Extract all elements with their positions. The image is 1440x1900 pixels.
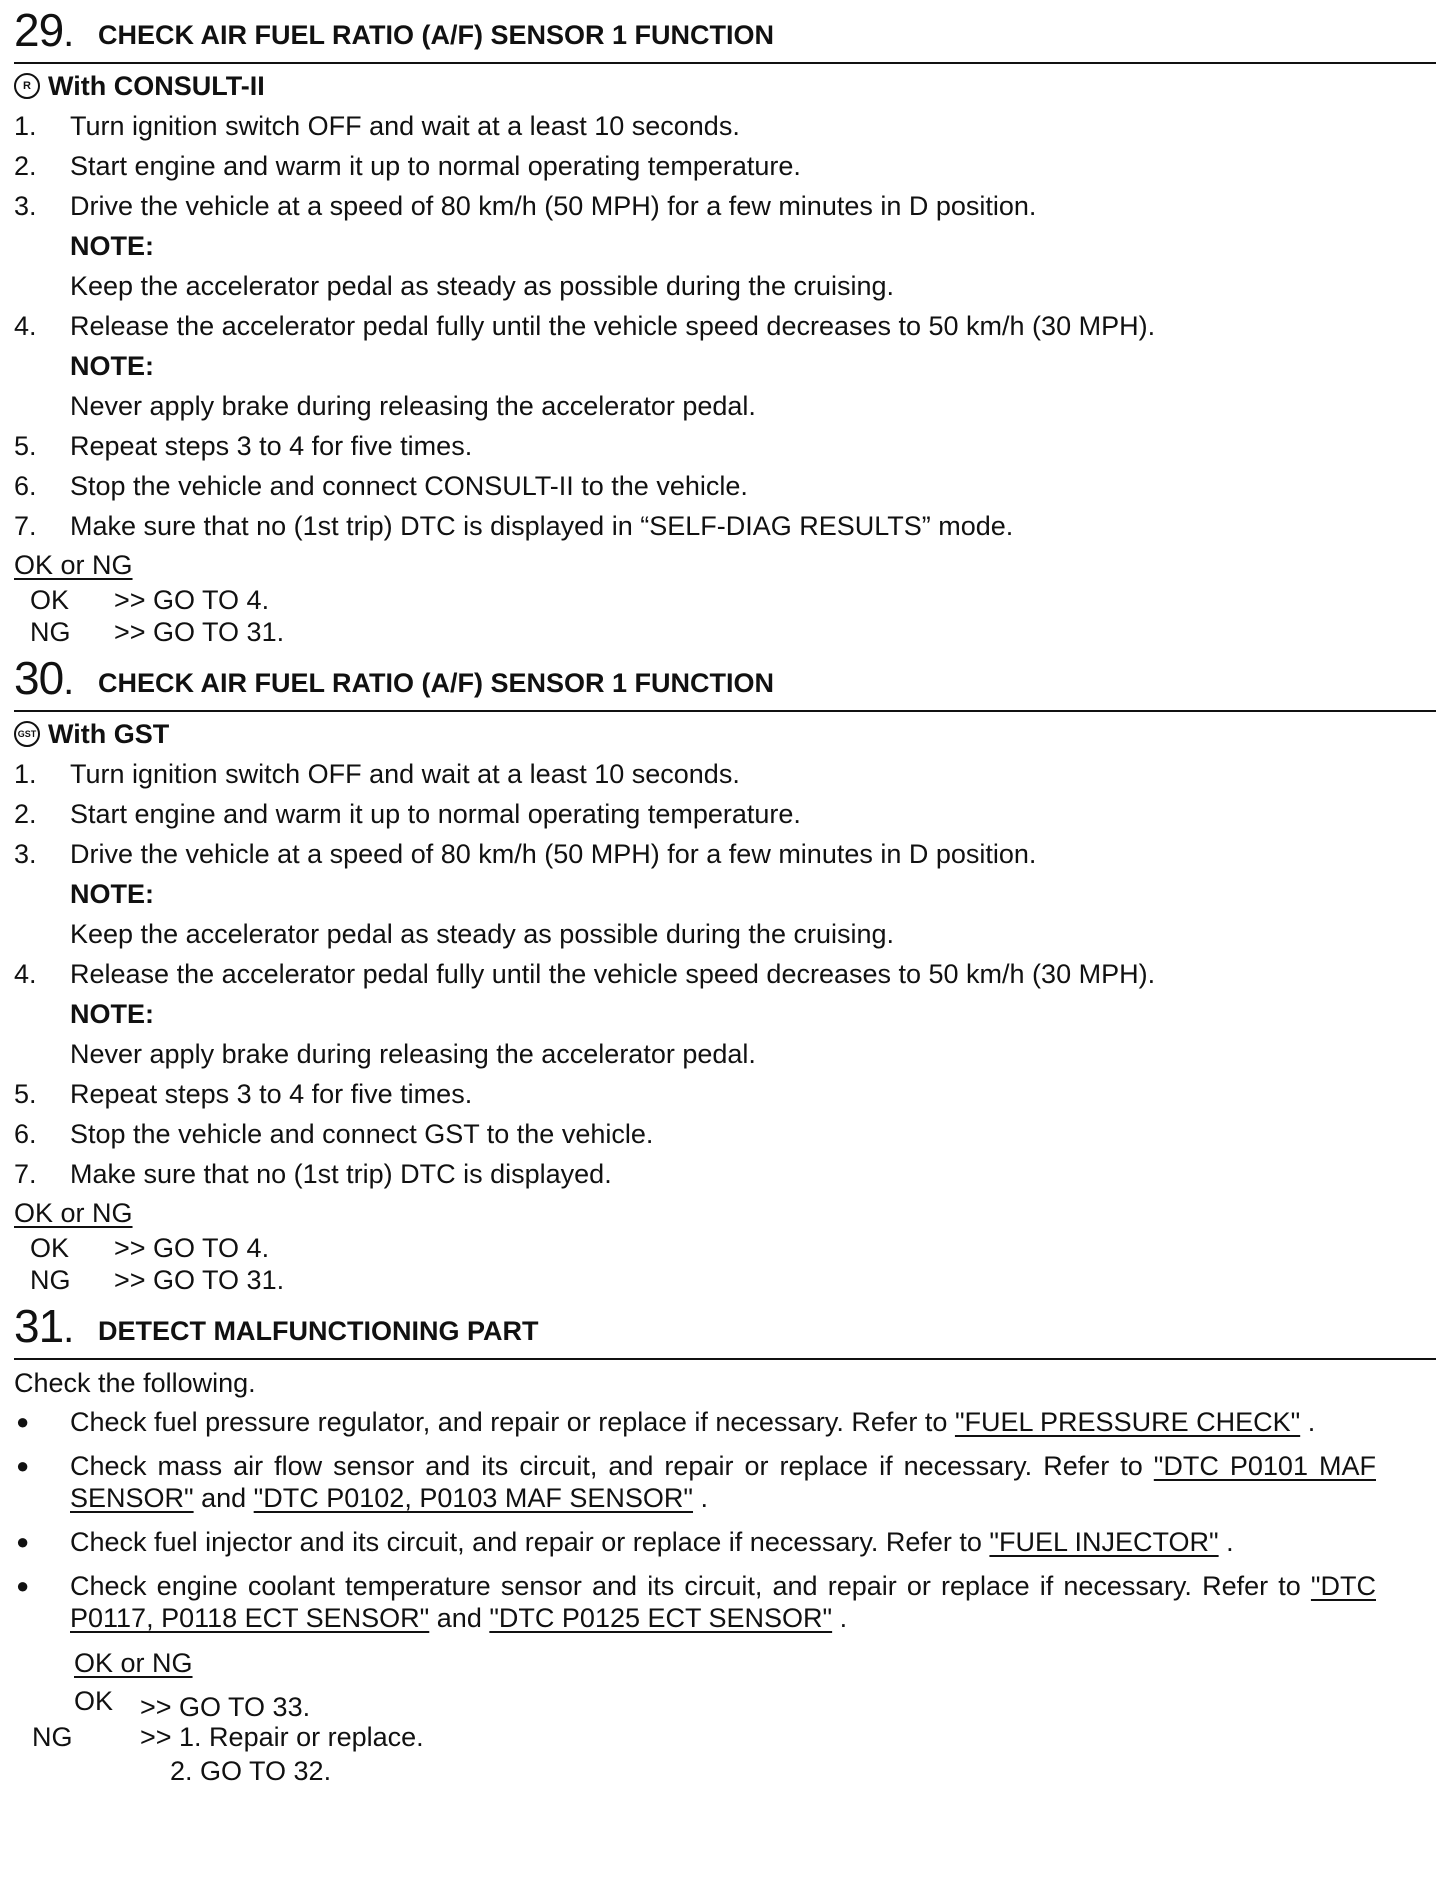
- ok-result: OK >> GO TO 4.: [30, 1233, 270, 1263]
- section-title: DETECT MALFUNCTIONING PART: [98, 1316, 539, 1346]
- step-item: 1. Turn ignition switch OFF and wait at a least 10 seconds.: [14, 111, 740, 141]
- check-item: ● Check fuel injector and its circuit, and repair or replace if necessary. Refer to "FUEL INJECTOR" .: [16, 1527, 1234, 1557]
- step-item: 4. Release the accelerator pedal fully until the vehicle speed decreases to 50 km/h (30 MPH). NOTE: Never apply brake during releasing the accelerator pedal.: [14, 954, 1436, 1074]
- step-list: [14, 106, 1436, 546]
- section-header: [14, 1296, 1436, 1360]
- step-item: 7. Make sure that no (1st trip) DTC is displayed.: [14, 1159, 612, 1189]
- section-title: CHECK AIR FUEL RATIO (A/F) SENSOR 1 FUNCTION: [98, 20, 775, 50]
- check-list: [14, 1406, 1436, 1634]
- note-text: Never apply brake during releasing the accelerator pedal.: [70, 391, 756, 421]
- ref-link-dtc-p0125[interactable]: "DTC P0125 ECT SENSOR": [489, 1603, 833, 1633]
- bullet-icon: ●: [16, 1409, 30, 1434]
- note-text: Keep the accelerator pedal as steady as possible during the cruising.: [70, 919, 895, 949]
- section-number: 31.: [14, 1300, 74, 1352]
- gst-icon: GST: [14, 721, 40, 747]
- document-page: [14, 0, 1436, 1786]
- section-30: [14, 648, 1436, 1296]
- bullet-icon: ●: [16, 1529, 30, 1554]
- check-item: ● Check fuel pressure regulator, and repair or replace if necessary. Refer to "FUEL PRESSURE CHECK" .: [16, 1407, 1316, 1437]
- bullet-icon: ●: [16, 1573, 30, 1598]
- step-item: 6. Stop the vehicle and connect GST to the vehicle.: [14, 1119, 654, 1149]
- step-item: 1. Turn ignition switch OFF and wait at a least 10 seconds.: [14, 759, 740, 789]
- step-item: 6. Stop the vehicle and connect CONSULT-II to the vehicle.: [14, 471, 748, 501]
- step-item: 7. Make sure that no (1st trip) DTC is displayed in “SELF-DIAG RESULTS” mode.: [14, 511, 1014, 541]
- ok-or-ng-heading: OK or NG: [74, 1648, 193, 1678]
- step-item: 2. Start engine and warm it up to normal operating temperature.: [14, 799, 801, 829]
- step-item: 3. Drive the vehicle at a speed of 80 km/h (50 MPH) for a few minutes in D position. NOTE: Keep the accelerator pedal as steady as possible during the cruising.: [14, 834, 1436, 954]
- step-item: 5. Repeat steps 3 to 4 for five times.: [14, 431, 473, 461]
- note-label: NOTE:: [70, 351, 154, 381]
- section-31: [14, 1296, 1436, 1786]
- ref-link-fuel-injector[interactable]: "FUEL INJECTOR": [989, 1527, 1219, 1557]
- step-item: 3. Drive the vehicle at a speed of 80 km/h (50 MPH) for a few minutes in D position. NOTE: Keep the accelerator pedal as steady as possible during the cruising.: [14, 186, 1436, 306]
- ref-link-dtc-p0102-p0103[interactable]: "DTC P0102, P0103 MAF SENSOR": [253, 1483, 694, 1513]
- section-divider: [14, 710, 1436, 712]
- note-text: Never apply brake during releasing the accelerator pedal.: [70, 1039, 756, 1069]
- step-item: 4. Release the accelerator pedal fully until the vehicle speed decreases to 50 km/h (30 MPH). NOTE: Never apply brake during releasing the accelerator pedal.: [14, 306, 1436, 426]
- step-list: [14, 754, 1436, 1194]
- with-gst-line: [14, 714, 1436, 754]
- section-number: 30.: [14, 652, 74, 704]
- section-divider: [14, 1358, 1436, 1360]
- check-item: ● Check mass air flow sensor and its circuit, and repair or replace if necessary. Refer to "DTC P0101 MAF SENSOR" and "DTC P0102, P0103 MAF SENSOR" .: [16, 1451, 1376, 1513]
- ref-link-dtc-p0117-p0118[interactable]: "DTC P0117, P0118 ECT SENSOR": [70, 1571, 1376, 1633]
- check-intro: Check the following.: [14, 1368, 256, 1398]
- ng-value-step1: >> 1. Repair or replace.: [140, 1722, 424, 1752]
- note-text: Keep the accelerator pedal as steady as possible during the cruising.: [70, 271, 895, 301]
- section-header: [14, 648, 1436, 712]
- ref-link-fuel-pressure-check[interactable]: "FUEL PRESSURE CHECK": [954, 1407, 1301, 1437]
- ok-value: >> GO TO 33.: [140, 1692, 311, 1722]
- with-label: With GST: [48, 719, 170, 749]
- section-divider: [14, 62, 1436, 64]
- note-label: NOTE:: [70, 999, 154, 1029]
- note-label: NOTE:: [70, 879, 154, 909]
- ref-link-dtc-p0101[interactable]: "DTC P0101 MAF SENSOR": [70, 1451, 1376, 1513]
- step-item: 2. Start engine and warm it up to normal operating temperature.: [14, 151, 801, 181]
- step-item: 5. Repeat steps 3 to 4 for five times.: [14, 1079, 473, 1109]
- note-label: NOTE:: [70, 231, 154, 261]
- ok-or-ng-heading: OK or NG: [14, 550, 133, 580]
- section-number: 29.: [14, 4, 74, 56]
- with-consult-line: [14, 66, 1436, 106]
- with-label: With CONSULT-II: [48, 71, 265, 101]
- final-result-block: [14, 1646, 1436, 1786]
- ng-result: NG >> GO TO 31.: [30, 617, 285, 647]
- ng-result: NG >> GO TO 31.: [30, 1265, 285, 1295]
- ng-key: NG: [32, 1722, 73, 1752]
- check-item: ● Check engine coolant temperature sensor and its circuit, and repair or replace if necessary. Refer to "DTC P0117, P0118 ECT SENSOR" and "DTC P0125 ECT SENSOR" .: [16, 1571, 1376, 1633]
- section-header: [14, 0, 1436, 64]
- ok-or-ng-heading: OK or NG: [14, 1198, 133, 1228]
- section-title: CHECK AIR FUEL RATIO (A/F) SENSOR 1 FUNCTION: [98, 668, 775, 698]
- section-29: [14, 0, 1436, 648]
- ng-value-step2: 2. GO TO 32.: [170, 1756, 332, 1786]
- bullet-icon: ●: [16, 1453, 30, 1478]
- consult-icon: R: [14, 73, 40, 99]
- ok-key: OK: [74, 1686, 114, 1716]
- ok-result: OK >> GO TO 4.: [30, 585, 270, 615]
